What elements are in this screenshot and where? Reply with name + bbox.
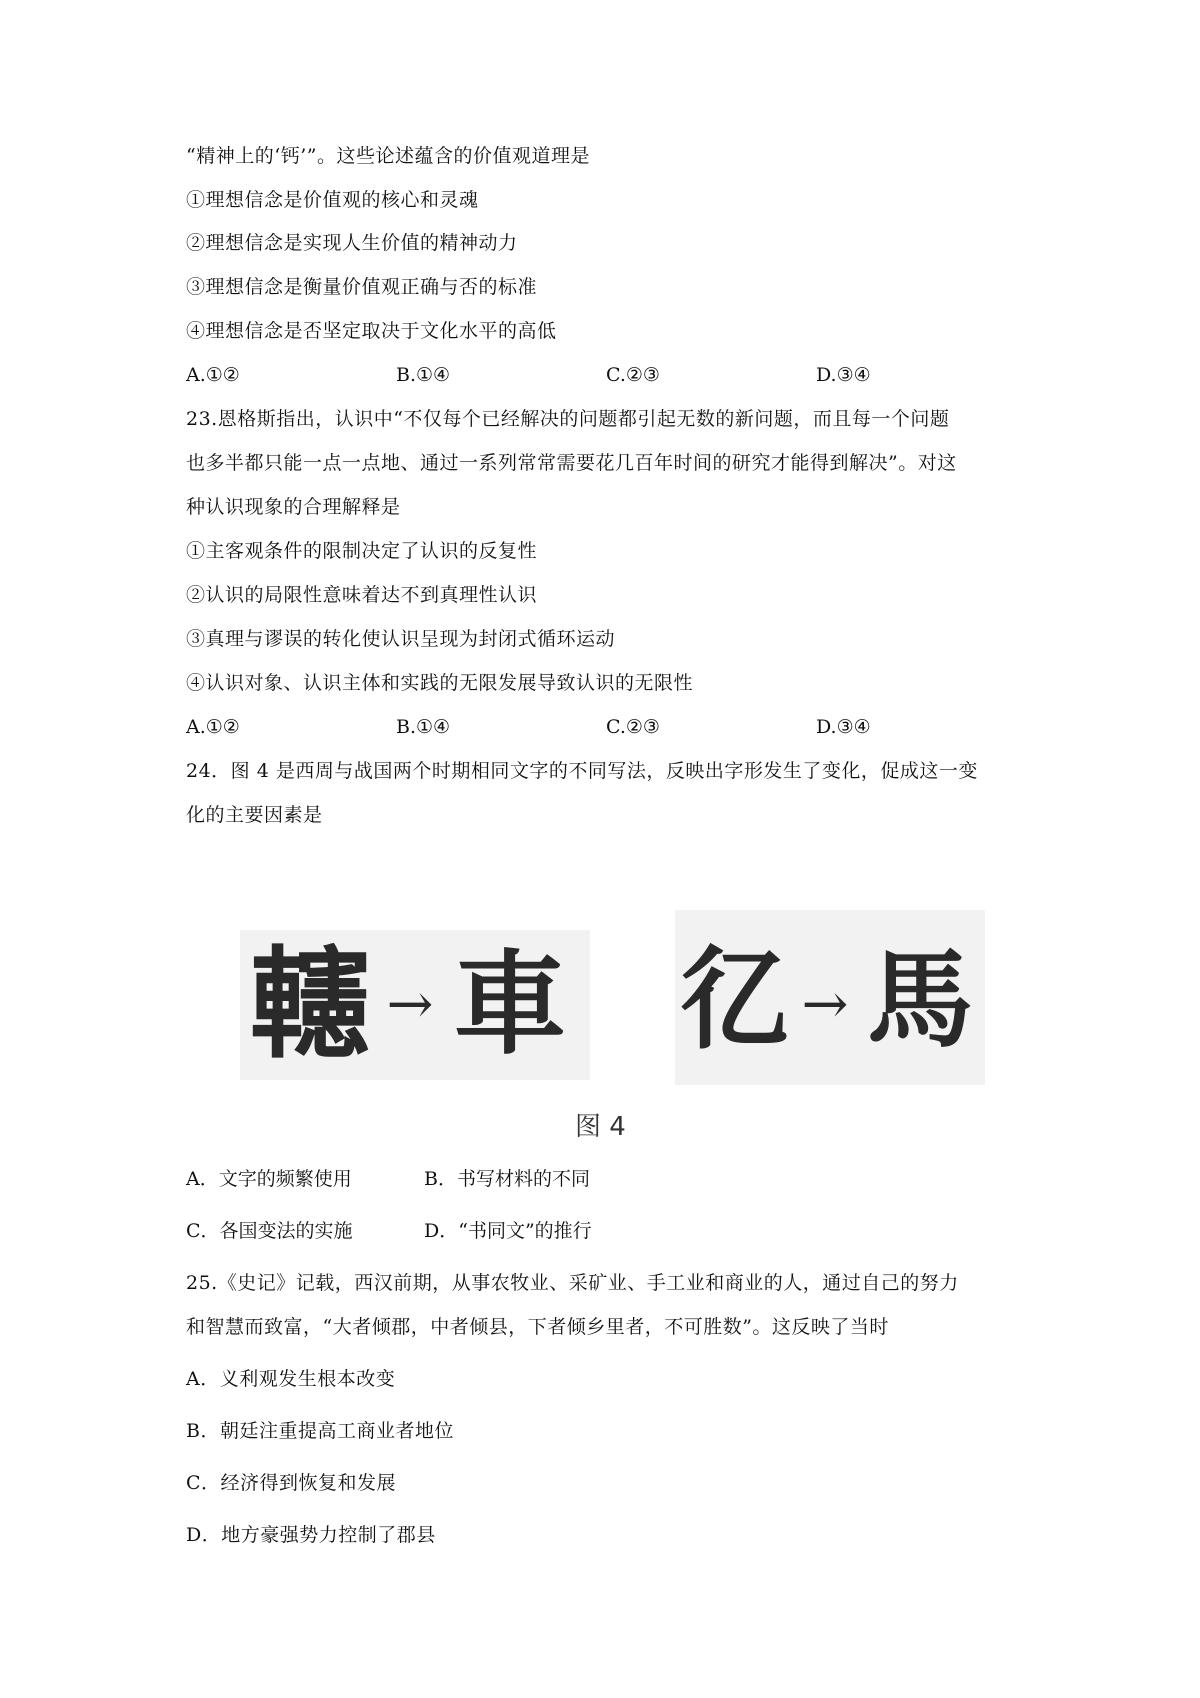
q23-statement-3: ③真理与谬误的转化使认识呈现为封闭式循环运动 [186,628,616,650]
q22-stem-end: “精神上的‘钙’”。这些论述蕴含的价值观道理是 [186,145,591,167]
q23-option-b: B.①④ [396,716,451,738]
q22-statement-3: ③理想信念是衡量价值观正确与否的标准 [186,276,538,298]
glyph-horse-western-zhou: 𢒼 [680,935,790,1064]
q25-option-a: A．义利观发生根本改变 [186,1368,396,1390]
q22-option-d: D.③④ [816,364,871,386]
q24-stem-line-1: 24．图 4 是西周与战国两个时期相同文字的不同写法，反映出字形发生了变化，促成这一变 [186,760,978,782]
figure-4 [240,900,990,1140]
arrow-left: → [386,972,434,1037]
glyph-chariot-western-zhou: 𨏥 [250,934,370,1075]
q25-stem-line-1: 25.《史记》记载，西汉前期，从事农牧业、采矿业、手工业和商业的人，通过自己的努力 [186,1272,959,1294]
q23-stem-line-1: 23.恩格斯指出，认识中“不仅每个已经解决的问题都引起无数的新问题，而且每一个问题 [186,408,950,430]
q23-stem-line-2: 也多半都只能一点一点地、通过一系列常常需要花几百年时间的研究才能得到解决”。对这 [186,452,957,474]
q24-option-c: C．各国变法的实施 [186,1220,353,1242]
q22-statement-1: ①理想信念是价值观的核心和灵魂 [186,189,479,211]
q22-option-a: A.①② [186,364,240,386]
q25-option-b: B．朝廷注重提高工商业者地位 [186,1420,454,1442]
q22-option-c: C.②③ [606,364,660,386]
glyph-horse-warring-states: 馬 [867,937,973,1062]
arrow-right: → [801,972,849,1037]
q25-option-d: D．地方豪强势力控制了郡县 [186,1524,436,1546]
q24-option-d: D．“书同文”的推行 [424,1220,592,1242]
glyph-chariot-warring-states: 車 [454,939,566,1070]
q23-option-c: C.②③ [606,716,660,738]
q22-statement-2: ②理想信念是实现人生价值的精神动力 [186,232,518,254]
q23-option-a: A.①② [186,716,240,738]
q22-option-b: B.①④ [396,364,451,386]
q23-stem-line-3: 种认识现象的合理解释是 [186,496,401,518]
q24-option-b: B．书写材料的不同 [424,1168,590,1190]
q25-stem-line-2: 和智慧而致富，“大者倾郡，中者倾县，下者倾乡里者，不可胜数”。这反映了当时 [186,1316,889,1338]
q23-statement-1: ①主客观条件的限制决定了认识的反复性 [186,540,538,562]
q24-stem-line-2: 化的主要因素是 [186,804,323,826]
q22-statement-4: ④理想信念是否坚定取决于文化水平的高低 [186,320,557,342]
figure-caption: 图 4 [575,1112,626,1142]
q25-option-c: C．经济得到恢复和发展 [186,1472,397,1494]
q23-option-d: D.③④ [816,716,871,738]
q23-statement-2: ②认识的局限性意味着达不到真理性认识 [186,584,538,606]
q24-option-a: A．文字的频繁使用 [186,1168,352,1190]
q23-statement-4: ④认识对象、认识主体和实践的无限发展导致认识的无限性 [186,672,694,694]
